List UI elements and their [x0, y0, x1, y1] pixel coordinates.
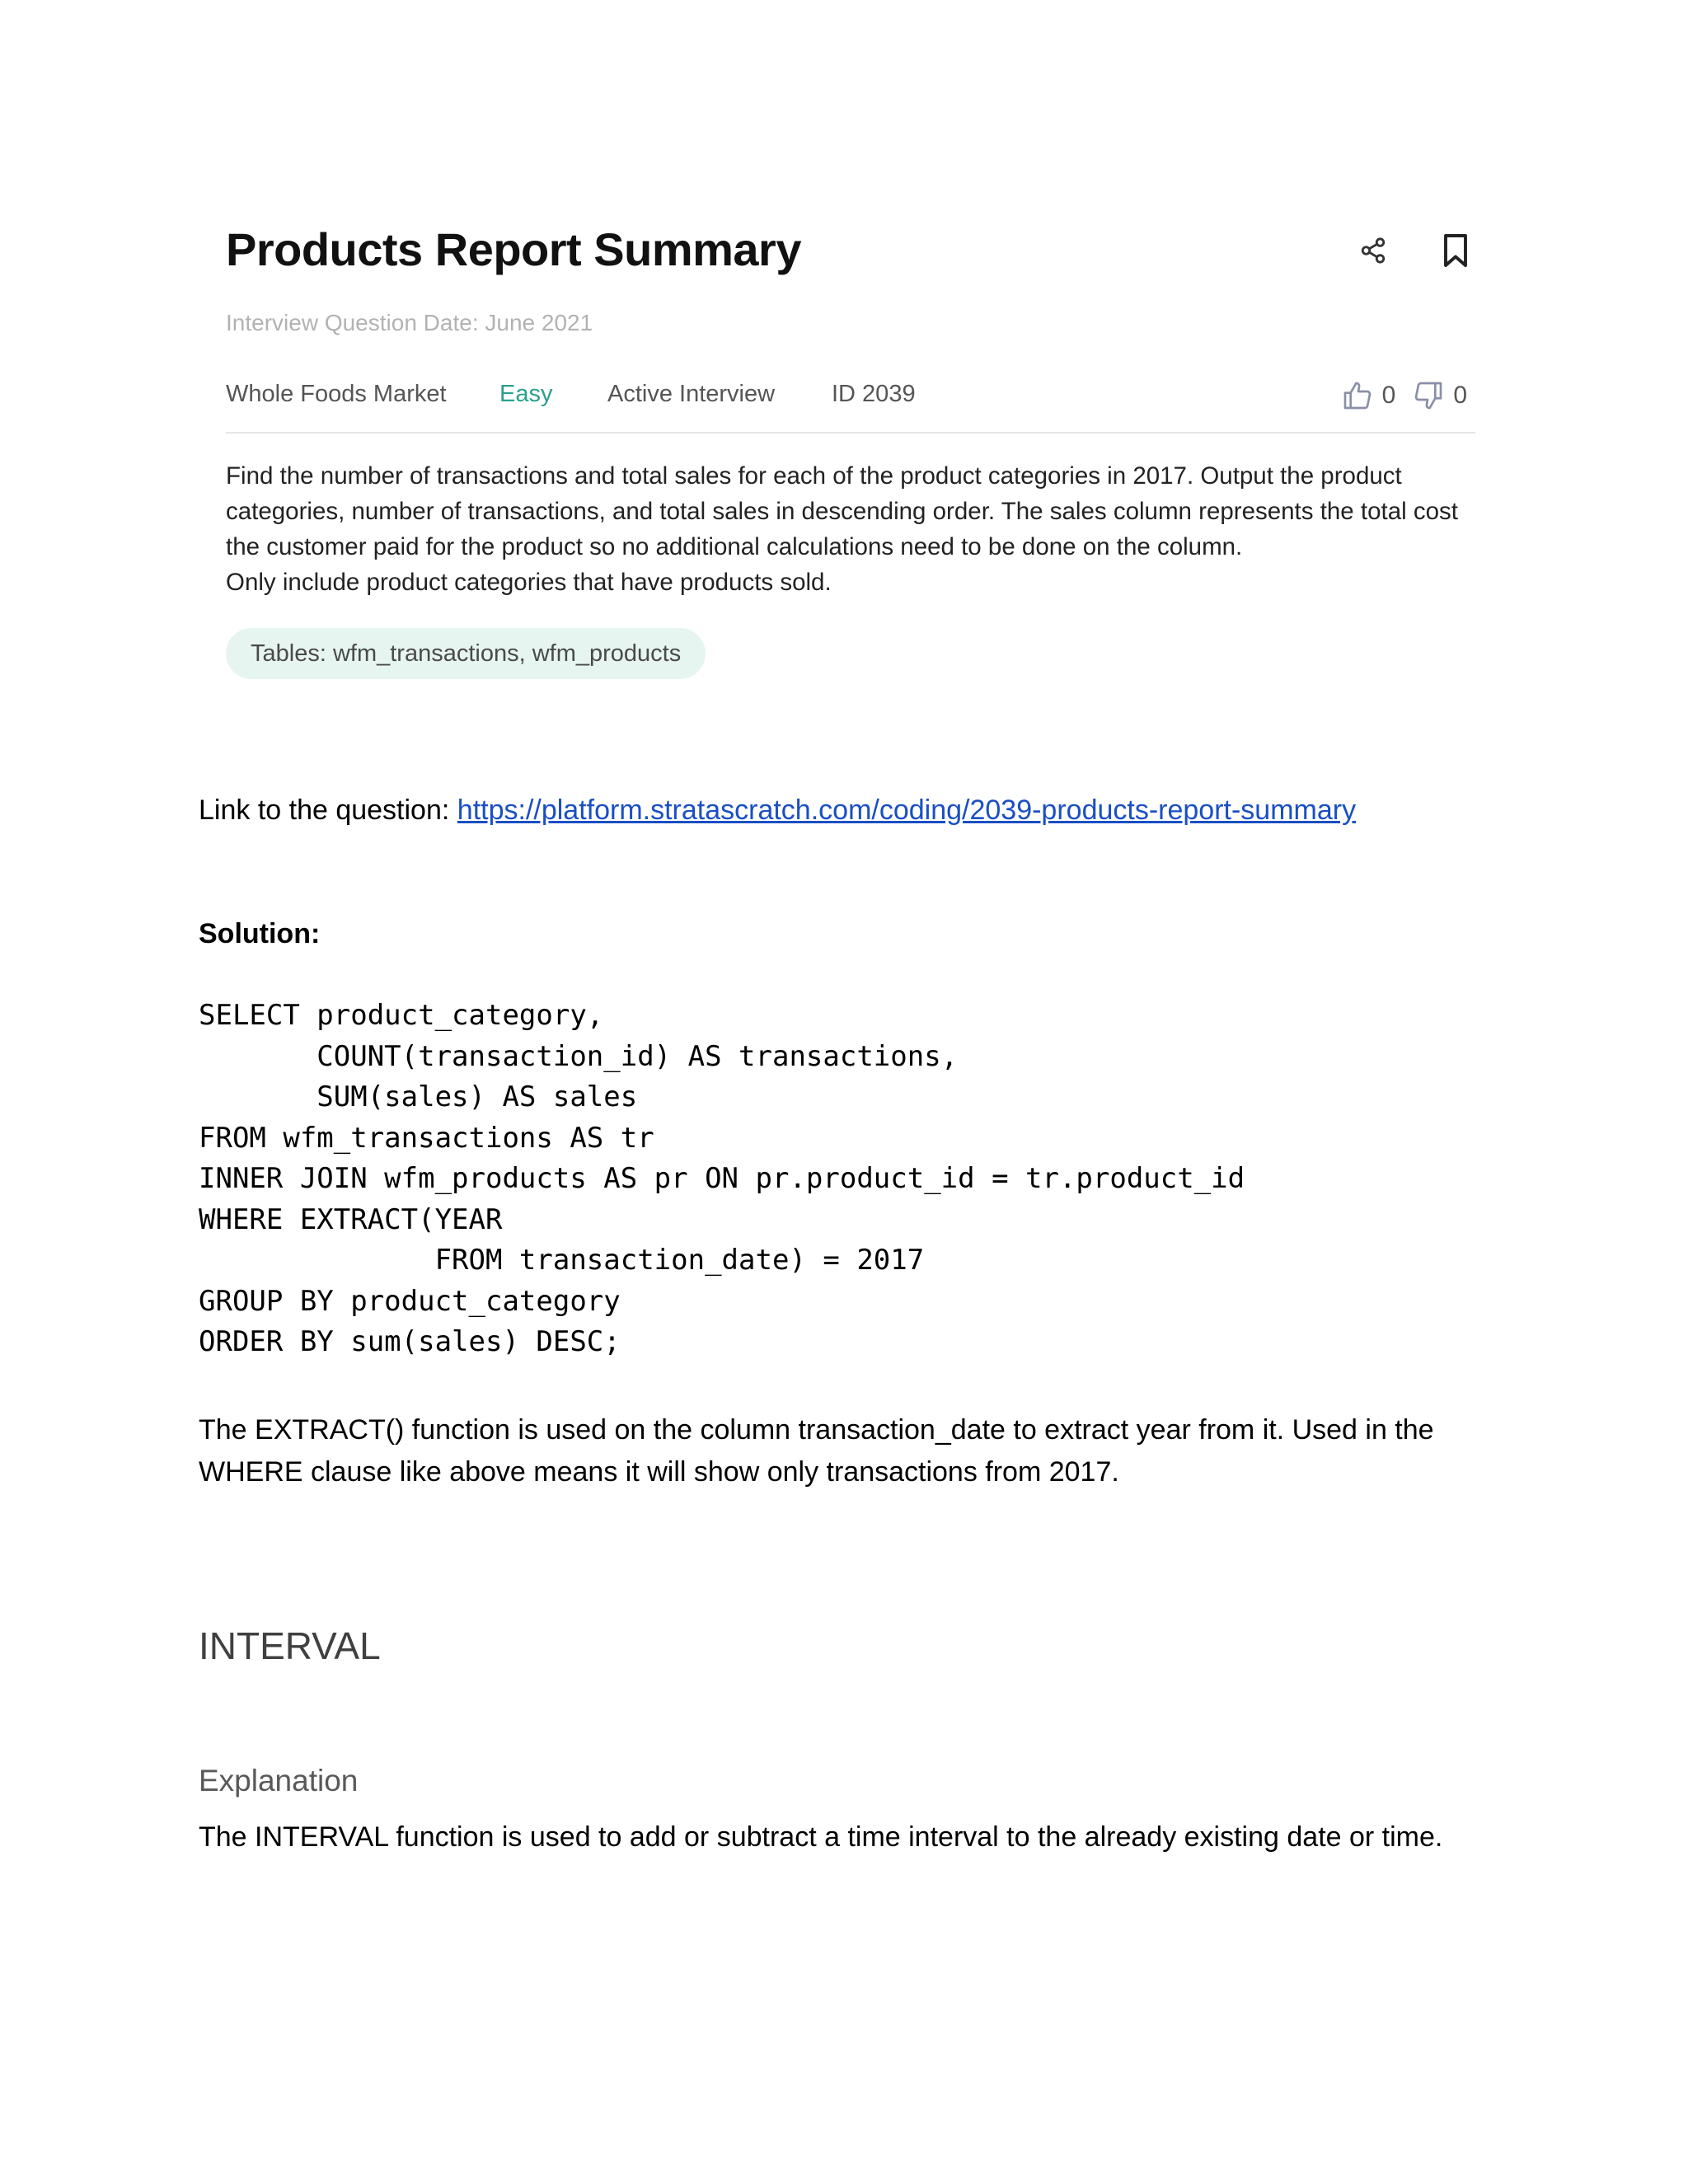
meta-divider: [226, 432, 1475, 434]
code-line: FROM wfm_transactions AS tr: [199, 1121, 654, 1155]
question-description: [226, 458, 1475, 600]
code-line: FROM transaction_date) = 2017: [199, 1244, 925, 1277]
card-actions: [1353, 231, 1475, 270]
upvote-button[interactable]: [1341, 379, 1413, 412]
share-button[interactable]: [1353, 231, 1393, 270]
code-line: COUNT(transaction_id) AS transactions,: [199, 1039, 959, 1073]
question-link[interactable]: https://platform.stratascratch.com/coding/2039-products-report-summary: [457, 794, 1357, 826]
code-line: SELECT product_category,: [199, 999, 604, 1032]
question-title: Products Report Summary: [226, 223, 801, 275]
code-line: GROUP BY product_category: [199, 1284, 621, 1318]
description-paragraph: Only include product categories that have products sold.: [226, 569, 832, 596]
bookmark-icon: [1441, 233, 1470, 268]
code-line: INNER JOIN wfm_products AS pr ON pr.product_id = tr.product_id: [199, 1162, 1245, 1195]
solution-label: Solution:: [199, 918, 321, 949]
share-icon: [1359, 237, 1387, 265]
code-line: ORDER BY sum(sales) DESC;: [199, 1325, 621, 1358]
thumbs-down-icon: [1412, 379, 1445, 412]
section-heading-interval: INTERVAL: [199, 1624, 381, 1667]
question-date: Interview Question Date: June 2021: [226, 310, 593, 335]
explanation-heading: Explanation: [199, 1764, 359, 1797]
code-line: WHERE EXTRACT(YEAR: [199, 1202, 503, 1236]
status-tag: Active Interview: [607, 381, 776, 407]
extract-explanation: The EXTRACT() function is used on the column transaction_date to extract year from it. Used in the WHERE clause like above means it will show only transactions from 2017.: [199, 1414, 1434, 1488]
company-tag[interactable]: Whole Foods Market: [226, 381, 447, 407]
downvote-count: 0: [1453, 382, 1467, 409]
downvote-button[interactable]: [1412, 379, 1467, 412]
thumbs-up-icon: [1341, 379, 1374, 412]
question-link-line: [199, 794, 1356, 827]
question-id: ID 2039: [832, 381, 916, 407]
bookmark-button[interactable]: [1436, 231, 1475, 270]
upvote-count: 0: [1381, 382, 1396, 409]
question-meta-row: [226, 381, 1475, 422]
description-paragraph: Find the number of transactions and total sales for each of the product categories in 2017. Output the product categories, number of transactions, and total sales in descending order. The sales column represents the total cost the customer paid for the product so no additional calculations need to be done on the column.: [226, 462, 1458, 560]
solution-code: [199, 996, 1245, 1363]
difficulty-tag: Easy: [499, 381, 553, 407]
vote-controls: [1341, 379, 1467, 412]
code-line: SUM(sales) AS sales: [199, 1080, 638, 1113]
tables-badge: Tables: wfm_transactions, wfm_products: [226, 628, 706, 679]
link-prefix: Link to the question:: [199, 794, 457, 826]
interval-explanation: The INTERVAL function is used to add or subtract a time interval to the already existing date or time.: [199, 1821, 1443, 1853]
